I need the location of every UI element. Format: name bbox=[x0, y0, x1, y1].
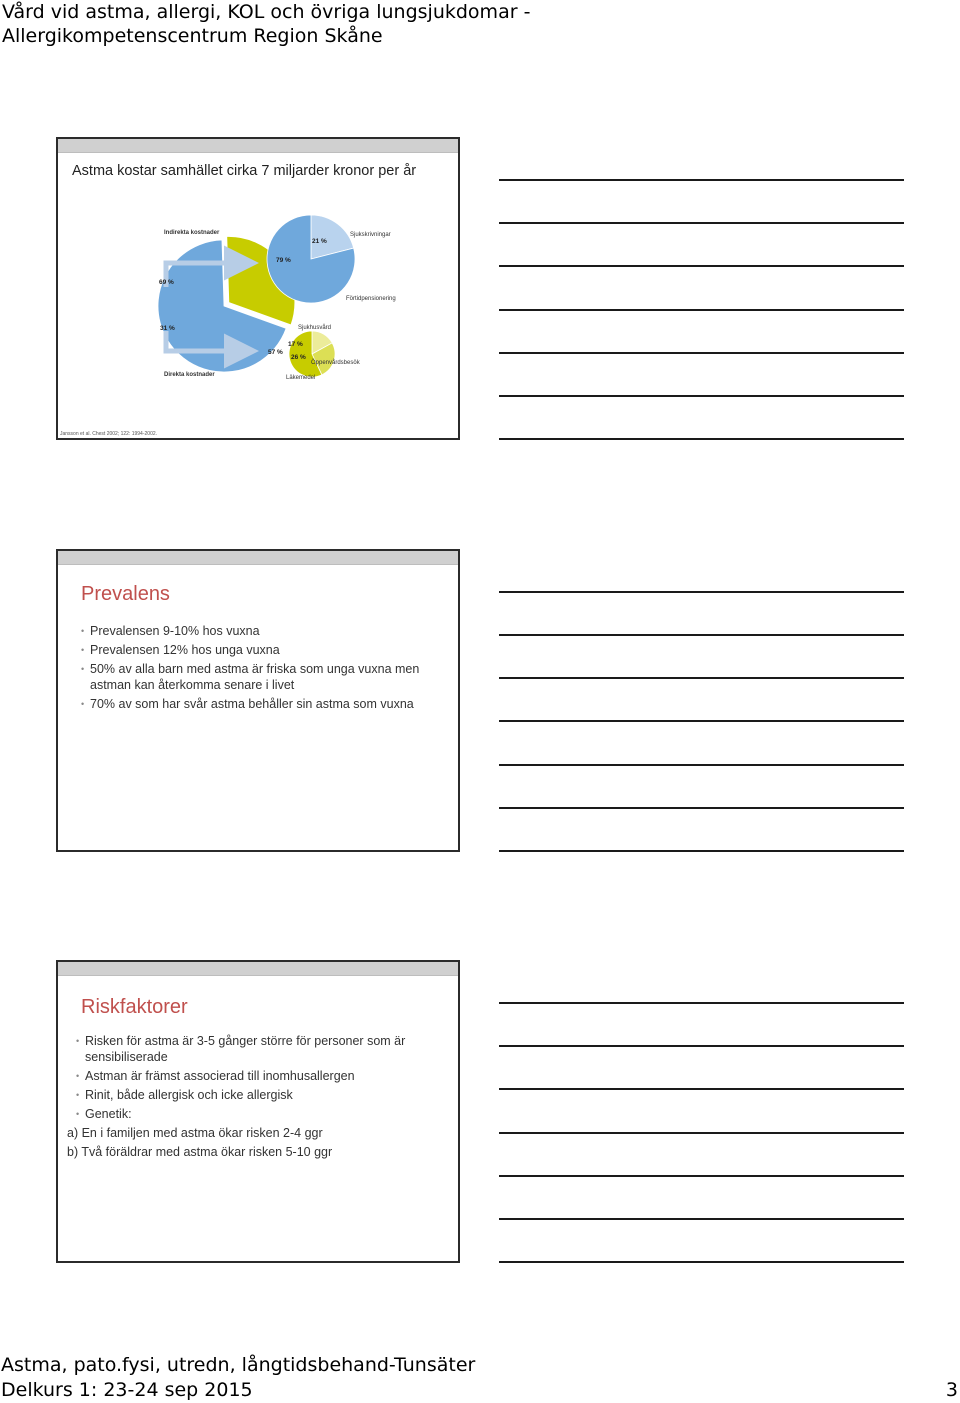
label-21-percent: 21 % bbox=[312, 238, 327, 245]
label-oppenvardsbesok: Öppenvårdsbesök bbox=[311, 360, 360, 366]
citation: Jansson et al. Chest 2002; 122: 1994-2002. bbox=[60, 431, 158, 437]
pie-chart-svg bbox=[58, 139, 458, 438]
note-line bbox=[499, 1045, 904, 1047]
note-line bbox=[499, 1218, 904, 1220]
note-line bbox=[499, 850, 904, 852]
note-line bbox=[499, 309, 904, 311]
label-57-percent: 57 % bbox=[268, 349, 283, 356]
slide-topbar bbox=[58, 551, 458, 565]
note-line bbox=[499, 1088, 904, 1090]
note-line bbox=[499, 1261, 904, 1263]
label-26-percent: 26 % bbox=[291, 354, 306, 361]
label-indirekta-kostnader: Indirekta kostnader bbox=[164, 230, 220, 236]
bullet-item: • Risken för astma är 3-5 gånger större för personer som är sensibiliserade bbox=[76, 1033, 447, 1065]
label-sjukskrivningar: Sjukskrivningar bbox=[350, 232, 391, 238]
label-79-percent: 79 % bbox=[276, 257, 291, 264]
bullet-item: • Prevalensen 9-10% hos vuxna bbox=[81, 623, 441, 639]
page-number: 3 bbox=[945, 1379, 958, 1401]
label-69-percent: 69 % bbox=[159, 279, 174, 286]
sub-item: b) Två föräldrar med astma ökar risken 5-10 ggr bbox=[67, 1145, 333, 1159]
note-line bbox=[499, 677, 904, 679]
header-title-line2: Allergikompetenscentrum Region Skåne bbox=[2, 25, 383, 47]
note-line bbox=[499, 395, 904, 397]
footer-course-title: Astma, pato.fysi, utredn, långtidsbehand-Tunsäter bbox=[1, 1354, 476, 1376]
label-direkta-kostnader: Direkta kostnader bbox=[164, 372, 215, 378]
note-line bbox=[499, 720, 904, 722]
slide-riskfaktorer bbox=[56, 960, 460, 1263]
bullet-item: • Rinit, både allergisk och icke allergisk bbox=[76, 1087, 447, 1103]
bullet-item: • 50% av alla barn med astma är friska som unga vuxna men astman kan återkomma senare i livet bbox=[81, 661, 441, 693]
header-title-line1: Vård vid astma, allergi, KOL och övriga lungsjukdomar - bbox=[2, 1, 531, 23]
note-line bbox=[499, 1175, 904, 1177]
slide-title: Prevalens bbox=[81, 583, 170, 605]
note-line bbox=[499, 807, 904, 809]
bullet-item: • Genetik: bbox=[76, 1106, 447, 1122]
note-line bbox=[499, 1002, 904, 1004]
footer-course-date: Delkurs 1: 23-24 sep 2015 bbox=[1, 1379, 253, 1401]
note-line bbox=[499, 1132, 904, 1134]
bullet-list bbox=[81, 623, 441, 715]
label-sjukhusvard: Sjukhusvård bbox=[298, 325, 332, 331]
label-31-percent: 31 % bbox=[160, 325, 175, 332]
note-line bbox=[499, 222, 904, 224]
note-line bbox=[499, 591, 904, 593]
label-17-percent: 17 % bbox=[288, 341, 303, 348]
label-lakemedel: Läkemedel bbox=[286, 375, 316, 381]
note-line bbox=[499, 265, 904, 267]
note-line bbox=[499, 764, 904, 766]
note-line bbox=[499, 179, 904, 181]
slide-prevalens bbox=[56, 549, 460, 852]
slide-title: Astma kostar samhället cirka 7 miljarder kronor per år bbox=[72, 163, 417, 179]
bullet-item: • Astman är främst associerad till inomhusallergen bbox=[76, 1068, 447, 1084]
note-line bbox=[499, 634, 904, 636]
sub-item: a) En i familjen med astma ökar risken 2-4 ggr bbox=[67, 1126, 323, 1140]
bullet-item: • 70% av som har svår astma behåller sin astma som vuxna bbox=[81, 696, 441, 712]
label-fortidpensionering: Förtidpensionering bbox=[346, 296, 396, 302]
slide-title: Riskfaktorer bbox=[81, 996, 188, 1018]
bullet-item: • Prevalensen 12% hos unga vuxna bbox=[81, 642, 441, 658]
note-line bbox=[499, 352, 904, 354]
note-line bbox=[499, 438, 904, 440]
slide-topbar bbox=[58, 962, 458, 976]
cost-pie-charts bbox=[58, 139, 458, 438]
bullet-list bbox=[67, 1033, 447, 1163]
slide-cost bbox=[56, 137, 460, 440]
